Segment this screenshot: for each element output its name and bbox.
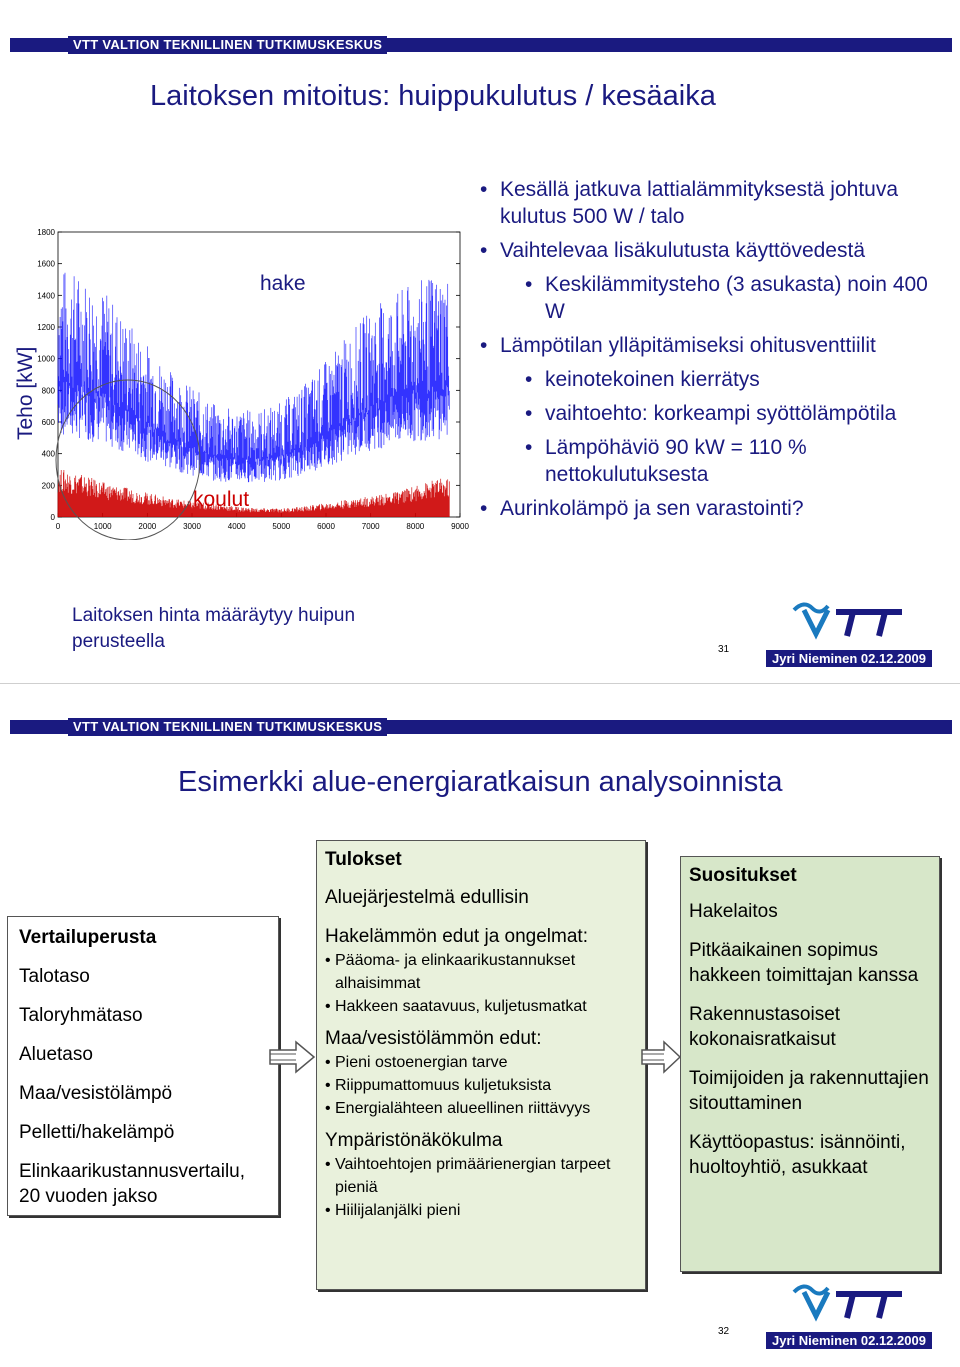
list-item: • Energialähteen alueellinen riittävyys xyxy=(325,1097,637,1120)
slide-title: Laitoksen mitoitus: huippukulutus / kesäaika xyxy=(150,80,716,112)
section-heading: Ympäristönäkökulma xyxy=(325,1130,503,1151)
y-tick-label: 1600 xyxy=(37,259,55,269)
arrow-right-icon xyxy=(268,1040,316,1074)
recommendations-box xyxy=(680,856,940,1272)
bullet-item: • Kesällä jatkuva lattialämmityksestä johtuva kulutus 500 W / talo xyxy=(480,176,950,230)
list-item: • Pääoma- ja elinkaarikustannukset alhaisimmat xyxy=(325,949,637,995)
x-tick-label: 6000 xyxy=(317,522,335,531)
list-item: Talotaso xyxy=(19,966,90,987)
bullet-item: • Vaihtelevaa lisäkulutusta käyttövedestä xyxy=(480,237,950,264)
list-item: Käyttöopastus: isännöinti, huoltoyhtiö, asukkaat xyxy=(689,1132,906,1178)
x-tick-label: 3000 xyxy=(183,522,201,531)
comparison-basis-box xyxy=(7,916,279,1216)
results-line: Aluejärjestelmä edullisin xyxy=(325,887,529,908)
x-tick-label: 1000 xyxy=(93,522,112,531)
list-item: Toimijoiden ja rakennuttajien sitouttaminen xyxy=(689,1068,929,1114)
y-tick-label: 600 xyxy=(41,418,55,427)
page-number: 31 xyxy=(718,644,730,655)
list-item: Maa/vesistölämpö xyxy=(19,1083,173,1104)
caption: Laitoksen hinta määräytyy huipun perusteella xyxy=(72,605,356,652)
y-tick-label: 200 xyxy=(41,481,55,491)
x-tick-label: 0 xyxy=(55,522,61,531)
list-item: Taloryhmätaso xyxy=(19,1005,143,1026)
list-item: • Vaihtoehtojen primäärienergian tarpeet pieniä xyxy=(325,1153,637,1199)
list-item: Rakennustasoiset kokonaisratkaisut xyxy=(689,1004,841,1050)
section-heading: Maa/vesistölämmön edut: xyxy=(325,1028,542,1049)
bullet-item: • vaihtoehto: korkeampi syöttölämpötila xyxy=(525,400,950,427)
x-tick-label: 4000 xyxy=(227,522,246,531)
results-box xyxy=(316,840,646,1290)
author-date: Jyri Nieminen 02.12.2009 xyxy=(766,650,932,667)
x-tick-label: 9000 xyxy=(451,522,469,531)
slide-title: Esimerkki alue-energiaratkaisun analysoinnista xyxy=(178,766,783,798)
slide-divider xyxy=(0,683,960,684)
list-item: • Hakkeen saatavuus, kuljetusmatkat xyxy=(325,995,637,1018)
page-number: 32 xyxy=(718,1326,730,1337)
y-tick-label: 0 xyxy=(50,513,55,522)
bullet-item: • Aurinkolämpö ja sen varastointi? xyxy=(480,495,950,522)
author-date: Jyri Nieminen 02.12.2009 xyxy=(766,1332,932,1349)
arrow-right-icon xyxy=(640,1040,682,1074)
vtt-logo-icon xyxy=(790,1280,910,1322)
list-item: Pitkäaikainen sopimus hakkeen toimittajan kanssa xyxy=(689,940,919,986)
recommendations-heading: Suositukset xyxy=(689,865,797,886)
list-item: • Pieni ostoenergian tarve xyxy=(325,1051,637,1074)
list-item: Hakelaitos xyxy=(689,901,778,922)
bullet-item: • Lämpöhäviö 90 kW = 110 % nettokulutuksesta xyxy=(525,434,950,488)
x-tick-label: 7000 xyxy=(361,522,380,531)
header-org: VTT VALTION TEKNILLINEN TUTKIMUSKESKUS xyxy=(68,718,387,736)
y-tick-label: 1400 xyxy=(37,291,55,301)
bullet-item: • keinotekoinen kierrätys xyxy=(525,366,950,393)
list-item: Pelletti/hakelämpö xyxy=(19,1122,175,1143)
x-tick-label: 5000 xyxy=(272,522,291,531)
bullet-item: • Lämpötilan ylläpitämiseksi ohitusventtiilit xyxy=(480,332,950,359)
y-tick-label: 800 xyxy=(41,386,55,396)
x-tick-label: 8000 xyxy=(406,522,425,531)
list-item: Elinkaarikustannusvertailu, 20 vuoden jakso xyxy=(19,1161,246,1207)
y-axis-label: Teho [kW] xyxy=(14,346,37,440)
list-item: Aluetaso xyxy=(19,1044,93,1065)
y-tick-label: 1200 xyxy=(37,323,55,332)
x-tick-label: 2000 xyxy=(138,522,157,531)
list-item: • Riippumattomuus kuljetuksista xyxy=(325,1074,637,1097)
list-item: • Hiilijalanjälki pieni xyxy=(325,1199,637,1222)
bullet-item: • Keskilämmitysteho (3 asukasta) noin 400 W xyxy=(525,271,950,325)
y-tick-label: 400 xyxy=(41,449,55,459)
comparison-basis-heading: Vertailuperusta xyxy=(19,927,157,948)
y-tick-label: 1000 xyxy=(37,354,55,364)
series-label-koulut: koulut xyxy=(193,488,250,511)
series-label-hake: hake xyxy=(260,272,306,295)
results-heading: Tulokset xyxy=(325,849,402,870)
section-heading: Hakelämmön edut ja ongelmat: xyxy=(325,926,588,947)
y-tick-label: 1800 xyxy=(37,228,55,237)
header-org: VTT VALTION TEKNILLINEN TUTKIMUSKESKUS xyxy=(68,36,387,54)
